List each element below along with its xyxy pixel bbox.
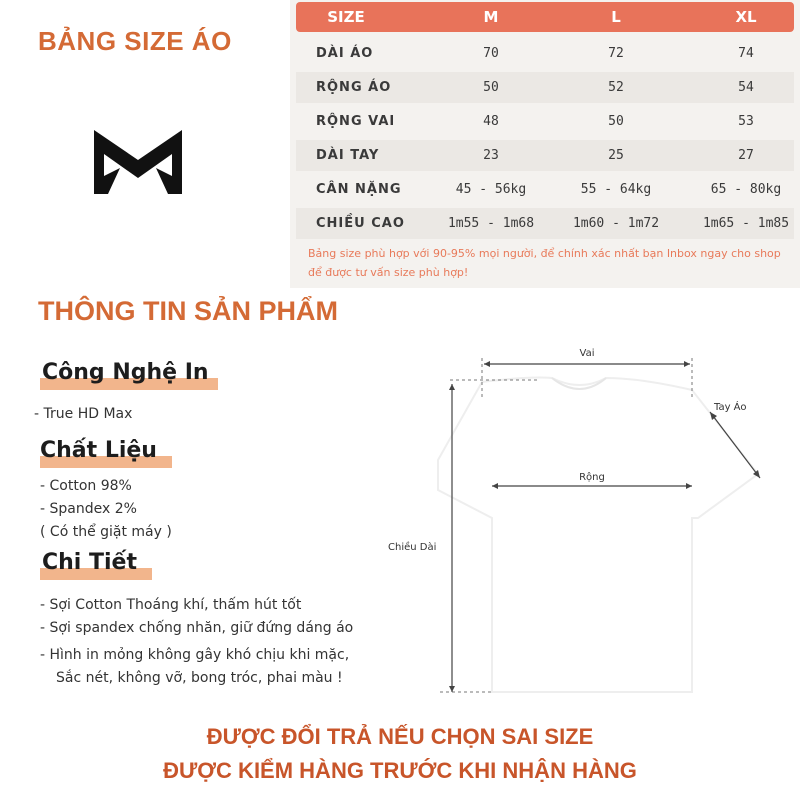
label-width: Rộng [579, 472, 605, 483]
cell-xl: 53 [738, 114, 754, 129]
row-label: CÂN NẶNG [316, 182, 402, 197]
row-label: RỘNG ÁO [316, 80, 392, 95]
footer-line-return: ĐƯỢC ĐỔI TRẢ NẾU CHỌN SAI SIZE [206, 724, 594, 749]
cell-l: 52 [608, 80, 624, 95]
product-info-title: THÔNG TIN SẢN PHẨM [38, 296, 338, 326]
footer-line-inspect: ĐƯỢC KIỂM HÀNG TRƯỚC KHI NHẬN HÀNG [163, 758, 637, 783]
size-note: Bảng size phù hợp với 90-95% mọi người, để chính xác nhất bạn Inbox ngay cho shop để được tư vấn size phù hợp! [308, 247, 781, 279]
list-item: Sắc nét, không vỡ, bong tróc, phai màu ! [56, 670, 343, 686]
cell-xl: 27 [738, 148, 754, 163]
cell-m: 45 - 56kg [455, 182, 527, 197]
cell-m: 70 [483, 46, 499, 61]
section-title-material: Chất Liệu [40, 438, 157, 463]
cell-l: 50 [608, 114, 624, 129]
cell-l: 55 - 64kg [580, 182, 652, 197]
table-row [296, 38, 794, 69]
list-item: ( Có thể giặt máy ) [40, 524, 172, 540]
table-row [296, 72, 794, 103]
cell-xl: 54 [738, 80, 754, 95]
header-size: SIZE [327, 8, 365, 26]
size-table [290, 0, 800, 288]
cell-m: 50 [483, 80, 499, 95]
cell-xl: 1m65 - 1m85 [702, 216, 790, 231]
table-row [296, 106, 794, 137]
row-label: RỘNG VAI [316, 114, 396, 129]
list-item: - Sợi spandex chống nhăn, giữ đứng dáng áo [40, 620, 354, 636]
table-header [296, 2, 794, 32]
list-item: - True HD Max [34, 406, 133, 422]
cell-m: 1m55 - 1m68 [447, 216, 535, 231]
brand-logo-icon [90, 126, 186, 198]
table-row [296, 208, 794, 239]
size-chart-title: BẢNG SIZE ÁO [38, 26, 232, 56]
cell-m: 48 [483, 114, 499, 129]
section-title-print-tech: Công Nghệ In [42, 360, 209, 385]
header-xl: XL [735, 8, 757, 26]
cell-xl: 74 [738, 46, 754, 61]
cell-xl: 65 - 80kg [710, 182, 782, 197]
tshirt-diagram [380, 340, 790, 710]
row-label: DÀI TAY [316, 148, 380, 163]
row-label: DÀI ÁO [316, 46, 374, 61]
cell-l: 25 [608, 148, 624, 163]
label-length: Chiều Dài [388, 542, 437, 553]
cell-m: 23 [483, 148, 499, 163]
list-item: - Spandex 2% [40, 501, 137, 517]
row-label: CHIỀU CAO [316, 216, 405, 231]
header-m: M [483, 8, 499, 26]
header-l: L [611, 8, 621, 26]
cell-l: 1m60 - 1m72 [572, 216, 660, 231]
label-sleeve: Tay Áo [714, 402, 747, 413]
list-item: - Sợi Cotton Thoáng khí, thấm hút tốt [40, 597, 302, 613]
table-row [296, 140, 794, 171]
tshirt-icon [438, 378, 758, 693]
list-item: - Cotton 98% [40, 478, 132, 494]
label-shoulder: Vai [579, 348, 595, 359]
section-title-details: Chi Tiết [42, 550, 137, 575]
list-item: - Hình in mỏng không gây khó chịu khi mặc, [40, 647, 350, 663]
cell-l: 72 [608, 46, 624, 61]
table-row [296, 174, 794, 205]
